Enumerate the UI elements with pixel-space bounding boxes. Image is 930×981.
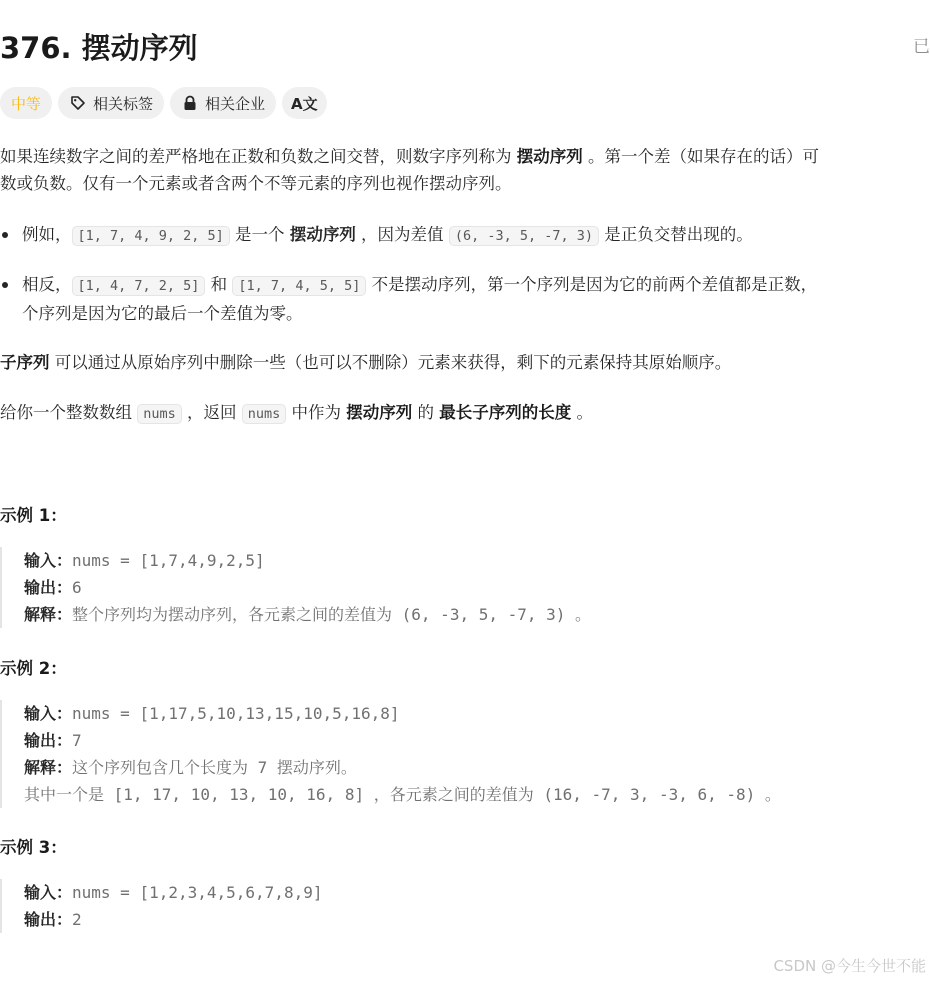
- inline-code: nums: [242, 404, 287, 424]
- output-value: 6: [72, 578, 82, 597]
- list-item-text: [22, 221, 753, 250]
- bullet-dot: [2, 282, 8, 288]
- example-explanation-continued: 其中一个是 [1, 17, 10, 13, 10, 16, 8] ，各元素之间的差值为 (16, -7, 3, -3, 6, -8) 。: [24, 785, 781, 804]
- related-tags-label: 相关标签: [93, 94, 154, 113]
- description-paragraph-1: [0, 143, 819, 197]
- explanation-label: 解释：: [24, 758, 73, 777]
- example-3-block: [0, 879, 928, 933]
- explanation-label: 解释：: [24, 605, 73, 624]
- explanation-value: 整个序列均为摆动序列，各元素之间的差值为 (6, -3, 5, -7, 3) 。: [72, 605, 592, 624]
- description-line-1: [0, 143, 819, 170]
- text-span: 相反，: [22, 275, 72, 294]
- text-span: 是正负交替出现的。: [598, 225, 753, 244]
- text-span: 的: [412, 403, 440, 422]
- text-span: 是一个: [229, 225, 290, 244]
- translate-button[interactable]: [282, 87, 327, 119]
- tag-icon: [69, 94, 87, 112]
- output-label: 输出：: [24, 578, 73, 597]
- example-explanation-line: [24, 601, 928, 628]
- list-item-text: [22, 271, 817, 327]
- example-output-line: [24, 906, 928, 933]
- output-label: 输出：: [24, 731, 73, 750]
- inline-code: [1, 7, 4, 5, 5]: [232, 276, 366, 296]
- text-span: 。第一个差（如果存在的话）可: [582, 147, 819, 166]
- csdn-watermark: CSDN @今生今世不能: [773, 957, 926, 975]
- text-span: 。: [571, 403, 594, 422]
- text-span: 个序列是因为它的最后一个差值为零。: [22, 304, 303, 323]
- related-companies-label: 相关企业: [205, 94, 266, 113]
- input-value: nums = [1,7,4,9,2,5]: [72, 551, 265, 570]
- bold-term: 摆动序列: [516, 147, 583, 166]
- input-value: nums = [1,17,5,10,13,15,10,5,16,8]: [72, 704, 400, 723]
- example-input-line: [24, 879, 928, 906]
- text-span: 和: [205, 275, 233, 294]
- output-value: 7: [72, 731, 82, 750]
- text-span: ，因为差值: [355, 225, 449, 244]
- text-span: 可以通过从原始序列中删除一些（也可以不删除）元素来获得，剩下的元素保持其原始顺序。: [49, 353, 732, 372]
- example-2-block: [0, 700, 928, 808]
- example-output-line: [24, 727, 928, 754]
- text-span: 中作为: [286, 403, 347, 422]
- bold-term: 子序列: [0, 353, 50, 372]
- inline-code: [1, 4, 7, 2, 5]: [72, 276, 206, 296]
- example-3-title: 示例 3：: [0, 838, 67, 857]
- bold-term: 最长子序列的长度: [439, 403, 572, 422]
- output-value: 2: [72, 910, 82, 929]
- text-span: 如果连续数字之间的差严格地在正数和负数之间交替，则数字序列称为: [0, 147, 517, 166]
- example-explanation-line: [24, 754, 928, 781]
- tag-bar: [0, 87, 327, 119]
- title-row: [0, 26, 930, 66]
- input-value: nums = [1,2,3,4,5,6,7,8,9]: [72, 883, 323, 902]
- example-2-title: 示例 2：: [0, 659, 67, 678]
- inline-code: [1, 7, 4, 9, 2, 5]: [72, 226, 230, 246]
- description-paragraph-3: [0, 399, 593, 428]
- related-tags-button[interactable]: [58, 87, 164, 119]
- problem-title[interactable]: 376. 摆动序列: [0, 31, 198, 65]
- example-input-line: [24, 700, 928, 727]
- bold-term: 摆动序列: [289, 225, 356, 244]
- text-span: 给你一个整数数组: [0, 403, 138, 422]
- related-companies-button[interactable]: [170, 87, 276, 119]
- translate-icon: A文: [291, 94, 318, 113]
- difficulty-badge: [0, 87, 52, 119]
- example-output-line: [24, 574, 928, 601]
- description-line-2: 数或负数。仅有一个元素或者含两个不等元素的序列也视作摆动序列。: [0, 174, 512, 193]
- text-span: 例如，: [22, 225, 72, 244]
- explanation-value: 这个序列包含几个长度为 7 摆动序列。: [72, 758, 357, 777]
- difficulty-label: 中等: [11, 94, 42, 113]
- inline-code: (6, -3, 5, -7, 3): [449, 226, 599, 246]
- input-label: 输入：: [24, 704, 73, 723]
- text-span: 不是摆动序列，第一个序列是因为它的前两个差值都是正数，: [366, 275, 818, 294]
- lock-icon: [181, 94, 199, 112]
- example-1-title: 示例 1：: [0, 506, 67, 525]
- output-label: 输出：: [24, 910, 73, 929]
- description-paragraph-2: [0, 349, 731, 376]
- example-input-line: [24, 547, 928, 574]
- bold-term: 摆动序列: [346, 403, 413, 422]
- text-span: ，返回: [181, 403, 242, 422]
- solved-status: 已: [913, 37, 930, 57]
- input-label: 输入：: [24, 551, 73, 570]
- inline-code: nums: [137, 404, 182, 424]
- input-label: 输入：: [24, 883, 73, 902]
- bullet-dot: [2, 232, 8, 238]
- example-1-block: [0, 547, 928, 628]
